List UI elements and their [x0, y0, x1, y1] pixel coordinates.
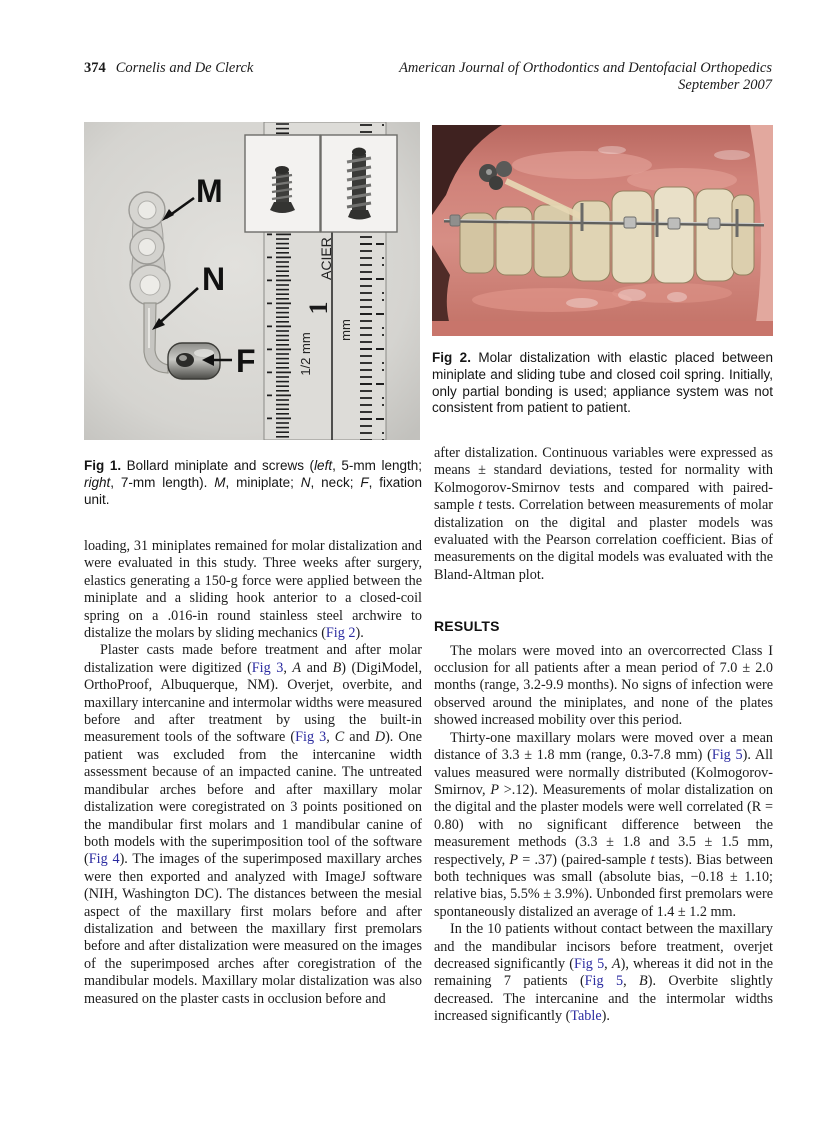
text-segment: The molars were moved into an overcorrected Class I occlusion for all patients after a mean period of 7.0 ± 2.0 months (range, 3.2-9.9 months). No signs of infection were observed around the miniplates, and none of the plates showed increased mobility over this period. — [434, 642, 773, 729]
cross-reference-link[interactable]: Fig 4 — [88, 851, 120, 868]
text-segment: ) (DigiModel, OrthoProof, Albuquerque, NM). Overjet, overbite, and maxillary intercanine and intermolar widths were measured before and after treatment by using the built-in measurement tools of the software ( — [84, 659, 423, 746]
text-segment: tests. Correlation between measurements of molar distalization on the digital and plaster models was evaluated with the Pearson correlation coefficient. Bias of measurements on the digital models was evaluated with the Bland-Altman plot. — [434, 497, 774, 583]
results-section-heading: RESULTS — [434, 618, 500, 635]
figure2-caption — [432, 350, 773, 417]
text-segment: N — [300, 474, 311, 490]
text-segment: , — [604, 955, 612, 972]
body-paragraph — [84, 538, 422, 642]
running-head-authors: Cornelis and De Clerck — [115, 60, 254, 76]
cross-reference-link[interactable]: Fig 5 — [573, 955, 605, 972]
ruler-mm-text: mm — [338, 319, 353, 341]
body-column-right — [434, 445, 773, 1026]
figure1-caption — [84, 458, 422, 508]
text-segment: Thirty-one maxillary molars were moved over a mean distance of 3.3 ± 1.8 mm (range, 0.3-7.8 mm) ( — [434, 729, 773, 764]
cross-reference-link[interactable]: Table — [570, 1008, 602, 1025]
text-segment: ), whereas it did not in the remaining 7 patients ( — [434, 955, 773, 990]
cross-reference-link[interactable]: Fig 5 — [584, 973, 624, 990]
text-segment: and — [344, 729, 375, 746]
text-segment: after distalization. Continuous variables were expressed as means ± standard deviations, tested for normality with Kolmogorov-Smirnov tests and compared with paired-sample — [434, 445, 773, 514]
running-head-right — [399, 60, 772, 94]
text-segment: , — [623, 973, 640, 990]
text-segment: Plaster casts made before treatment and after molar distalization were digitized ( — [84, 642, 422, 676]
screw-inset-left — [245, 135, 320, 232]
text-segment: Bollard miniplate and screws ( — [121, 458, 315, 473]
text-segment: ). — [355, 625, 364, 642]
cross-reference-link[interactable]: Fig 5 — [711, 747, 743, 764]
text-segment: D — [374, 729, 386, 746]
text-segment: ). — [601, 1008, 610, 1025]
text-segment: = .37) (paired-sample — [518, 851, 651, 868]
text-segment: t — [478, 497, 483, 514]
text-segment: , 7-mm length). — [110, 474, 215, 490]
text-segment: >.12). Measurements of molar distalization on the digital and the plaster models were well correlated (R = 0.80) with no significant difference between the measurement methods (3.3 ± 1.8 and 3.5 ± 1.5 mm, respectively, — [434, 781, 774, 868]
text-segment: C — [334, 729, 345, 746]
text-segment: Molar distalization with elastic placed between miniplate and sliding tube and closed coil spring. Initially, only partial bonding is used; appliance system was not consistent from patient to patient. — [432, 350, 773, 416]
text-segment: B — [332, 659, 342, 676]
text-segment: P — [509, 851, 519, 868]
screw-inset-right — [321, 135, 397, 232]
text-segment: P — [490, 781, 499, 798]
text-segment: Fig 1. — [84, 458, 122, 473]
body-paragraph — [434, 730, 773, 921]
label-m: M — [196, 173, 223, 209]
text-segment: t — [650, 851, 655, 868]
text-segment: ). All values measured were normally distributed (Kolmogorov-Smirnov, — [434, 747, 773, 798]
ruler-brand-text: ACIER — [318, 237, 334, 280]
text-segment: , neck; — [310, 474, 361, 490]
text-segment: , miniplate; — [225, 474, 301, 490]
body-paragraph — [434, 921, 773, 1025]
text-segment: , — [283, 659, 293, 676]
body-paragraph — [434, 643, 773, 730]
journal-title: American Journal of Orthodontics and Dentofacial Orthopedics — [399, 60, 772, 76]
cross-reference-link[interactable]: Fig 3 — [251, 659, 284, 676]
label-n: N — [202, 261, 226, 297]
journal-issue-date: September 2007 — [678, 77, 772, 93]
text-segment: ). One patient was excluded from the intercanine width assessment because of an impacted canine. The untreated mandibular arches before and after maxillary molar distalization were coregistrated on 3 points positioned on the mandibular first molars and 1 mandibular canine of both models with the superimposition tool of the software ( — [84, 729, 423, 868]
ruler-number-1: 1 — [304, 301, 333, 315]
body-paragraph — [434, 445, 773, 584]
text-segment: A — [292, 659, 302, 676]
ruler-half-mm-text: 1/2 mm — [298, 332, 313, 376]
figure1-photo — [84, 122, 420, 440]
text-segment: ). Overbite slightly decreased. The intercanine and the intermolar widths increased significantly ( — [434, 973, 773, 1025]
text-segment: A — [611, 955, 621, 972]
figure2-photo — [432, 125, 773, 336]
cross-reference-link[interactable]: Fig 3 — [295, 729, 327, 746]
text-segment: , — [326, 729, 335, 746]
text-segment: ). The images of the superimposed maxillary arches were then exported and analyzed with ImageJ software (NIH, Washington DC). The distances between the mesial aspect of the maxillary first molars before and after distalization and between the maxillary first premolars before and after distalization were measured on the images of the superimposed arches after coregistration of the mandibular models. Maxillary molar distalization was also measured on the plaster casts in occlusion before and — [84, 851, 422, 1007]
cross-reference-link[interactable]: Fig 2 — [325, 625, 356, 642]
text-segment: left — [314, 458, 333, 473]
text-segment: Fig 2. — [432, 350, 471, 365]
intraoral-photo-illustration — [432, 125, 773, 336]
text-segment: right — [84, 474, 111, 490]
text-segment: , 5-mm length; — [332, 458, 423, 473]
label-f: F — [236, 343, 256, 379]
text-segment: In the 10 patients without contact between the maxillary and the mandibular incisors before treatment, overjet decreased significantly ( — [434, 921, 773, 972]
text-segment: and — [301, 659, 333, 676]
page-number: 374 — [84, 60, 106, 76]
miniplate-photo-illustration — [84, 122, 420, 440]
text-segment: tests). Bias between both techniques was small (absolute bias, −0.18 ± 1.10; relative bias, 5.5% ± 3.9%). Unbonded first premolars were spontaneously distalized an average of 1.4 ± 1.2 mm. — [434, 851, 774, 920]
text-segment: F — [360, 474, 369, 490]
text-segment: , fixation unit. — [84, 474, 422, 507]
text-segment: B — [639, 973, 648, 990]
body-column-left — [84, 538, 422, 1008]
running-head-left — [84, 60, 253, 77]
body-paragraph — [84, 642, 422, 1008]
lower-lip — [432, 321, 773, 336]
text-segment: M — [214, 474, 226, 490]
text-segment: loading, 31 miniplates remained for molar distalization and were evaluated in this study. Three weeks after surgery, elastics generating a 150-g force were applied between the miniplate and a sliding hook anterior to a closed-coil spring on a .016-in round stainless steel archwire to distalize the molars by sliding mechanics ( — [84, 538, 422, 642]
